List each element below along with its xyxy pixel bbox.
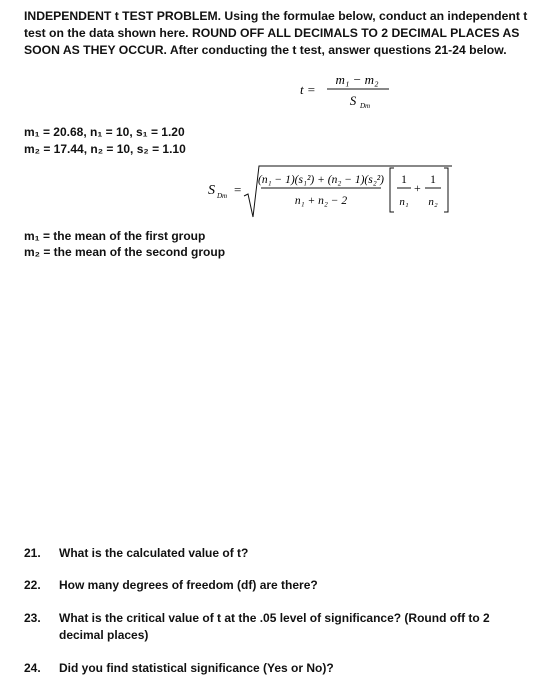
question-number: 21. xyxy=(24,546,41,560)
t-formula xyxy=(300,70,400,116)
sdm-formula-lhs-sub: Dm xyxy=(217,192,228,200)
given-values-group2: m₂ = 17.44, n₂ = 10, s₂ = 1.10 xyxy=(24,142,186,156)
frac2-numerator: 1 xyxy=(430,174,436,186)
plus-sign: + xyxy=(414,181,421,195)
question-text: Did you find statistical significance (Yes or No)? xyxy=(59,661,334,675)
t-formula-denominator-sub: Dm xyxy=(360,102,371,110)
definition-m2: m₂ = the mean of the second group xyxy=(24,245,226,259)
frac1-denominator: n₁ xyxy=(399,196,409,208)
t-formula-numerator: m₁ − m₂ xyxy=(335,72,379,87)
frac1-numerator: 1 xyxy=(401,174,407,186)
sdm-formula xyxy=(208,162,460,220)
definition-m1: m₁ = the mean of the first group xyxy=(24,229,206,243)
t-formula-lhs: t = xyxy=(300,82,316,97)
question-text: What is the calculated value of t? xyxy=(59,546,249,560)
sdm-formula-equals: = xyxy=(234,182,242,197)
t-formula-denominator: S xyxy=(349,93,357,108)
left-bracket xyxy=(390,168,394,212)
given-values-group1: m₁ = 20.68, n₁ = 10, s₁ = 1.20 xyxy=(24,125,185,139)
frac2-denominator: n₂ xyxy=(428,196,438,208)
question-text: How many degrees of freedom (df) are there? xyxy=(59,578,318,592)
right-bracket xyxy=(444,168,448,212)
question-text: What is the critical value of t at the .05 level of significance? (Round off to 2 decimal places) xyxy=(59,611,490,642)
problem-instructions: INDEPENDENT t TEST PROBLEM. Using the formulae below, conduct an independent t test on the data shown here. ROUND OFF ALL DECIMALS TO 2 DECIMAL PLACES AS SOON AS THEY OCCUR. After conducting the t test, answer questions 21-24 below. xyxy=(24,9,528,57)
sdm-formula-lhs: S xyxy=(208,183,215,198)
question-number: 22. xyxy=(24,578,41,592)
question-number: 24. xyxy=(24,661,41,675)
sdm-formula-numerator: (n₁ − 1)(s₁²) + (n₂ − 1)(s₂²) xyxy=(257,174,385,186)
question-number: 23. xyxy=(24,611,41,625)
sdm-formula-denominator: n₁ + n₂ − 2 xyxy=(294,195,348,207)
